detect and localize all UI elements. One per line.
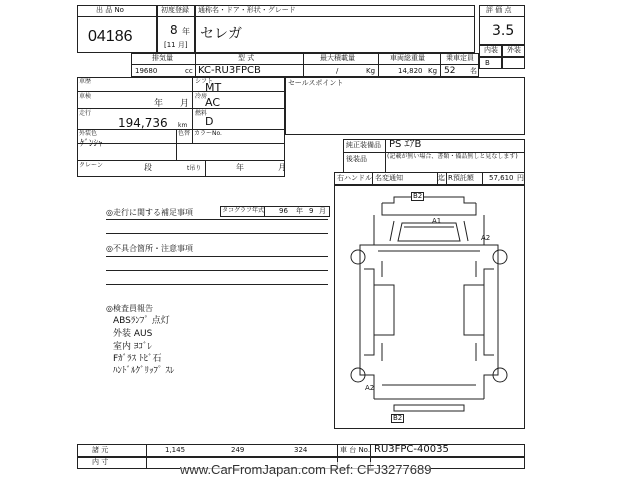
tacho-label: タコグラフ年式 xyxy=(222,207,265,214)
kg-unit-1: Kg xyxy=(366,67,376,75)
lot-label: 出 品 No xyxy=(96,6,124,14)
grade-label: 評 価 点 xyxy=(486,6,512,14)
capacity-slash: / xyxy=(336,67,339,75)
specs-value-row xyxy=(131,64,479,77)
tacho-year-unit: 年 xyxy=(296,207,303,215)
dims-length: 1,145 xyxy=(165,446,186,454)
inspector-item: 外装 AUS xyxy=(113,329,153,339)
color-no-label: カラーNo. xyxy=(194,130,222,137)
dims-height: 324 xyxy=(294,446,308,454)
lot-number: 04186 xyxy=(88,28,133,45)
defect-notes-label: ◎不具合箇所・注意事項 xyxy=(106,244,193,253)
capacity-label: 最大積載量 xyxy=(320,54,355,62)
reg-year-suffix: 年 xyxy=(182,27,190,36)
cc-unit: cc xyxy=(185,67,193,75)
interior-label: 内装 xyxy=(484,46,498,54)
mileage-unit: km xyxy=(178,122,188,129)
shift-label: シフト xyxy=(195,78,214,85)
weight-value: 14,820 xyxy=(398,67,423,75)
equipment-value: PS ｴｱB xyxy=(389,139,422,150)
dims-label: 諸 元 xyxy=(92,446,109,454)
recycle-label: R預託額 xyxy=(448,174,474,182)
reg-label: 初度登録 xyxy=(161,6,189,14)
sales-point-label: セールスポイント xyxy=(288,79,344,87)
inspector-item: 室内 ﾖｺﾞﾚ xyxy=(113,342,152,352)
shift-value: MT xyxy=(205,81,222,94)
interior-dims-label: 内 寸 xyxy=(92,458,109,466)
diagram-mark: A1 xyxy=(432,217,442,225)
post-equipment-label: 後装品 xyxy=(346,155,367,163)
tacho-month: 9 xyxy=(309,207,314,215)
kg-unit-2: Kg xyxy=(428,67,438,75)
chassis-label: 車 台 No. xyxy=(340,446,371,454)
crane-label: クレーン xyxy=(79,162,103,169)
crane-hoist: t吊り xyxy=(187,165,202,172)
name-change-label: 名変通知 xyxy=(375,174,403,182)
diagram-mark: B2 xyxy=(413,192,423,200)
ac-value: AC xyxy=(205,96,221,109)
run-notes-label: ◎走行に関する補足事項 xyxy=(106,208,193,217)
dims-width: 249 xyxy=(231,446,245,454)
model-label: 型 式 xyxy=(238,54,255,62)
reg-month: [11 月] xyxy=(164,41,188,49)
model-value: KC-RU3FPCB xyxy=(198,65,261,76)
inspector-report-label: ◎検査員報告 xyxy=(106,304,153,313)
inspection-label: 車検 xyxy=(79,93,92,100)
fuel-label: 燃料 xyxy=(195,110,208,117)
fuel-value: D xyxy=(205,115,214,128)
inspector-item: ﾊﾝﾄﾞﾙｸﾞﾘｯﾌﾟ ｽﾚ xyxy=(113,366,175,376)
chassis-no: RU3FPC-40035 xyxy=(374,444,449,455)
displacement-label: 排気量 xyxy=(152,54,173,62)
exterior-label: 外装 xyxy=(507,46,521,54)
inspection-year-unit: 年 xyxy=(154,99,164,109)
grade-value: 3.5 xyxy=(492,23,515,39)
diagram-mark: A2 xyxy=(365,384,375,392)
history-label: 車歴 xyxy=(79,78,92,85)
diagram-mark: A2 xyxy=(481,234,491,242)
ac-label: 冷房 xyxy=(195,93,208,100)
carname-label: 通称名・ドア・形状・グレード xyxy=(198,6,296,14)
exterior-grade-cell xyxy=(502,57,525,69)
inspector-item: ABSﾗﾝﾌﾟ 点灯 xyxy=(113,316,170,326)
seats-unit: 名 xyxy=(470,67,477,75)
crane-month: 月 xyxy=(278,163,286,172)
crane-year: 年 xyxy=(236,163,244,172)
seats-value: 52 xyxy=(444,66,456,76)
crane-stage: 段 xyxy=(144,163,152,172)
recycle-yen: 円 xyxy=(517,174,524,182)
interior-grade: B xyxy=(485,59,490,67)
due-label: 迄 xyxy=(438,174,445,182)
tacho-year: 96 xyxy=(279,207,288,215)
color-label: 外装色 xyxy=(79,130,98,137)
displacement-value: 19680 xyxy=(135,67,158,75)
post-equipment-note: (記載が無い場合、書類・備品無しと見なします) xyxy=(387,153,518,160)
color-change-label: 色替 xyxy=(178,130,191,137)
mileage-label: 走行 xyxy=(79,110,92,117)
interior-grade-cell xyxy=(479,57,502,69)
bus-outline-diagram xyxy=(334,185,525,429)
handle-side: 右ハンドル xyxy=(337,174,372,182)
watermark: www.CarFromJapan.com Ref: CFJ3277689 xyxy=(180,462,432,477)
inspector-item: Fｶﾞﾗｽ ﾄﾋﾞ石 xyxy=(113,354,162,364)
mileage-value: 194,736 xyxy=(118,116,168,130)
seats-label: 乗車定員 xyxy=(446,54,474,62)
color-value: ｹﾞﾝｼｬ xyxy=(80,139,103,149)
weight-label: 車両総重量 xyxy=(390,54,425,62)
recycle-value: 57,610 xyxy=(489,174,514,182)
reg-year: 8 xyxy=(170,23,178,37)
inspection-month-unit: 月 xyxy=(180,99,190,109)
diagram-mark: B2 xyxy=(393,414,403,422)
tacho-month-unit: 月 xyxy=(319,207,326,215)
car-name: セレガ xyxy=(200,26,242,42)
equipment-label: 純正装備品 xyxy=(346,141,381,149)
